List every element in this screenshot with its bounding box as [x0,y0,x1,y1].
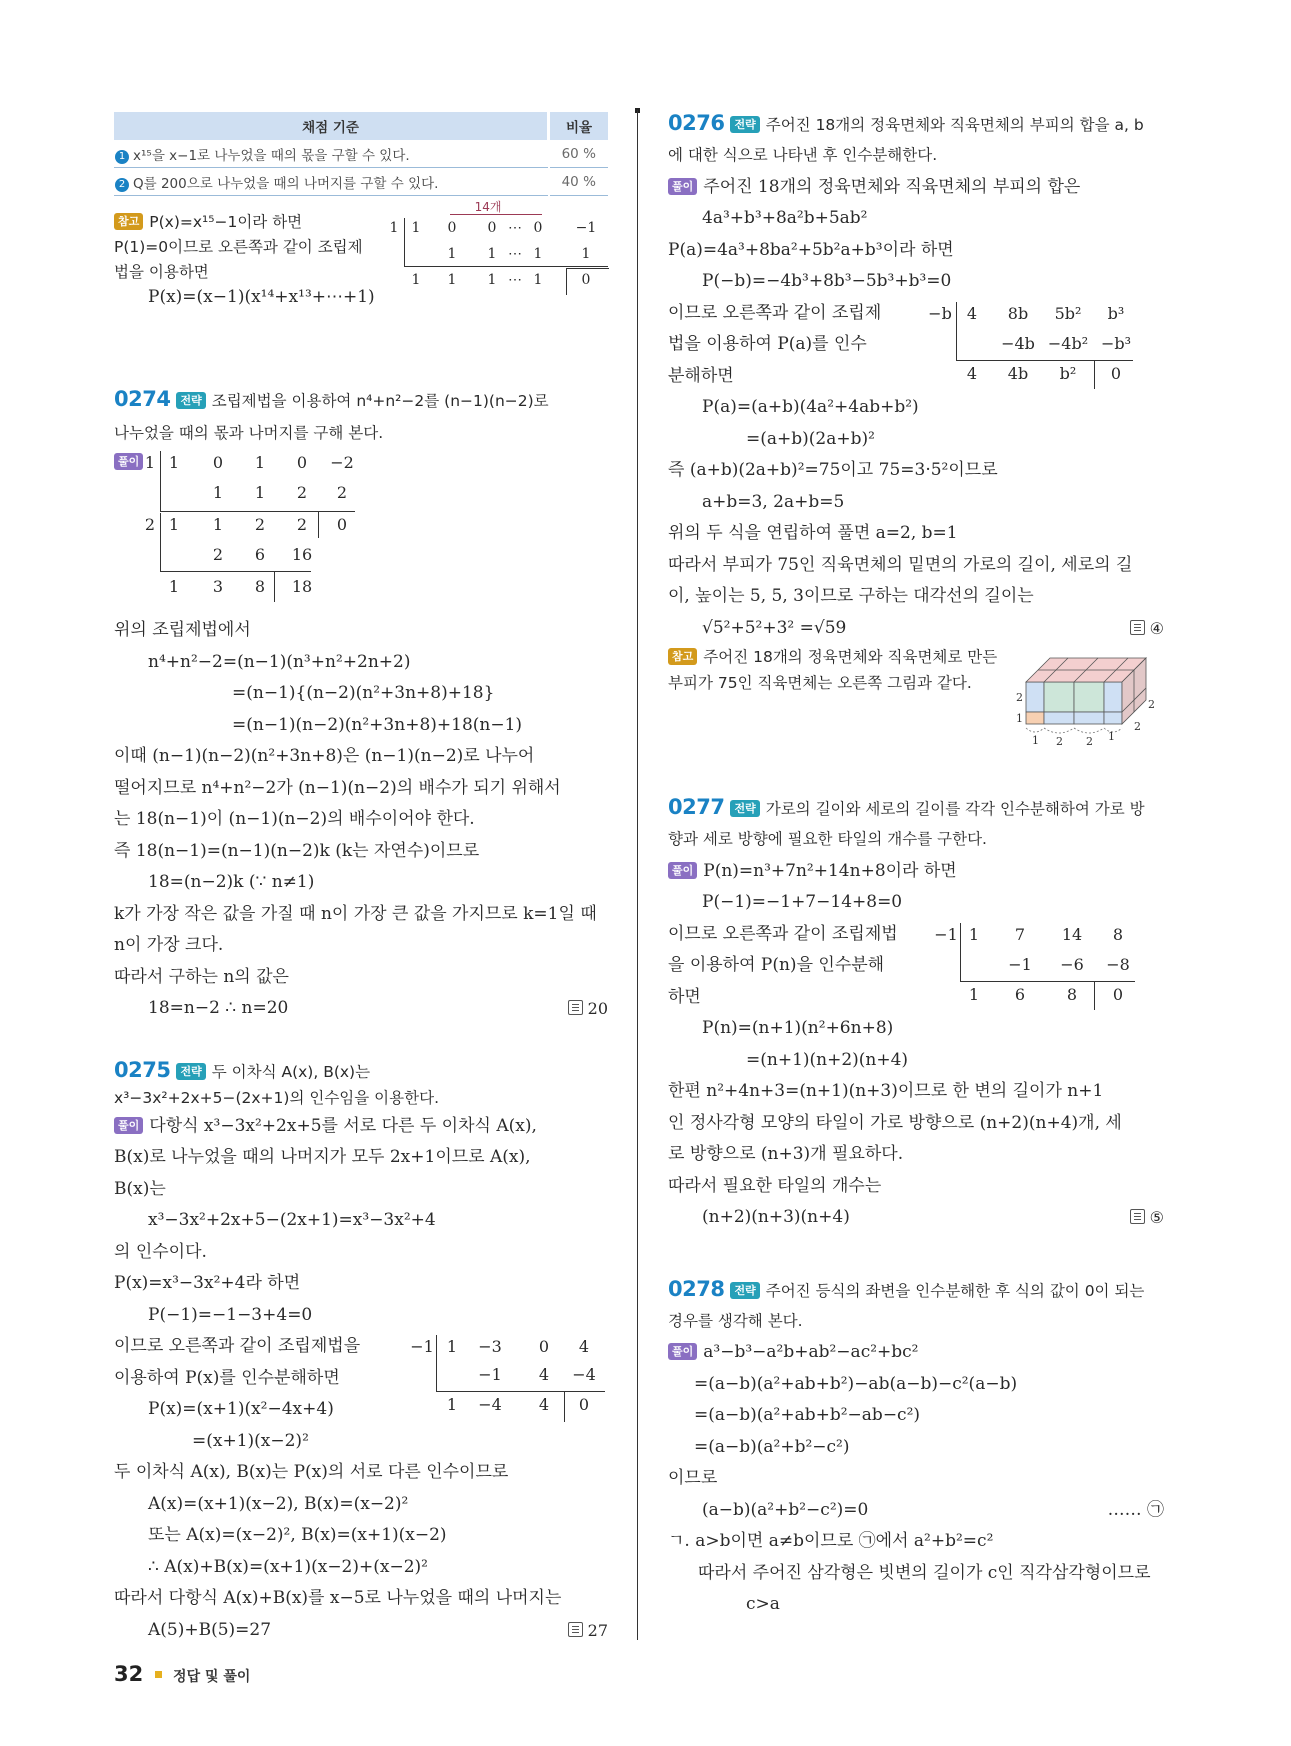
solution-line: 이, 높이는 5, 5, 3이므로 구하는 대각선의 길이는 [668,586,1034,606]
solution-line: 이용하여 P(x)를 인수분해하면 [114,1367,340,1388]
division-bar [956,302,957,360]
problem-0278 [668,1274,1164,1621]
synthetic-division [410,1333,608,1425]
answer-icon [568,1000,583,1015]
solution-line: √5²+5²+3² =√59 [702,617,847,638]
division-rule [404,266,608,267]
answer-value: ④ [1149,618,1164,638]
figure-label: 1 [1016,712,1023,725]
note-0273 [114,200,608,336]
strategy-text: x³−3x²+2x+5−(2x+1)의 인수임을 이용한다. [114,1088,439,1107]
division-value: 14 [1061,924,1083,944]
scoring-rate-cell: 60 % [549,140,609,168]
division-value: −6 [1060,954,1084,974]
solution-line: 로 방향으로 (n+3)개 필요하다. [668,1144,904,1164]
solution-line: 이므로 [668,1468,718,1488]
division-value: 1 [487,272,497,288]
problem-number: 0274 [114,387,171,411]
answer-mark [1130,1202,1164,1234]
figure-label: 2 [1086,735,1093,748]
division-value: 2 [212,545,224,564]
division-value: 8 [254,577,266,596]
page-number: 32 [114,1662,144,1686]
scoring-table [114,112,608,196]
strategy-text: 나누었을 때의 몫과 나머지를 구해 본다. [114,423,384,442]
solution-line: P(a)=4a³+8ba²+5b²a+b³이라 하면 [668,239,954,260]
criteria-text: Q를 200으로 나누었을 때의 나머지를 구할 수 있다. [133,175,439,192]
note-line: P(x)=(x−1)(x¹⁴+x¹³+⋯+1) [148,287,375,307]
division-value: 1 [968,984,980,1004]
division-bar [160,451,161,511]
division-bar [404,218,405,266]
solution-line: 위의 조립제법에서 [114,620,251,640]
solution-line: =(a−b)(a²+ab+b²)−ab(a−b)−c²(a−b) [694,1373,1018,1394]
division-value: 0 [538,1337,550,1356]
division-value: 0 [581,272,591,288]
division-value: 4 [966,303,978,323]
division-value: 6 [254,545,266,564]
solution-line: 인 정사각형 모양의 타일이 가로 방향으로 (n+2)(n+4)개, 세 [668,1112,1122,1133]
division-value: 1 [533,246,543,262]
strategy-text: 경우를 생각해 본다. [668,1311,803,1330]
solution-line: A(x)=(x+1)(x−2), B(x)=(x−2)² [148,1493,409,1514]
division-value: 6 [1014,984,1026,1004]
strategy-text: 향과 세로 방향에 필요한 타일의 개수를 구한다. [668,830,987,848]
synthetic-division [390,198,610,294]
solution-line: ∴ A(x)+B(x)=(x+1)(x−2)+(x−2)² [148,1556,428,1577]
table-row [114,168,608,196]
division-value: 8 [1066,984,1078,1004]
division-value: 0 [578,1395,590,1414]
division-value: ⋯ [508,272,522,288]
solution-line: P(−1)=−1+7−14+8=0 [702,892,903,912]
division-value: 18 [291,577,313,596]
division-text-block [114,1331,608,1426]
strategy-text: 주어진 등식의 좌변을 인수분해한 후 식의 값이 0이 되는 [765,1281,1145,1300]
solution-line: 는 18(n−1)이 (n−1)(n−2)의 배수이어야 한다. [114,809,475,829]
problem-0275 [114,1057,608,1647]
division-value: 1 [168,577,180,596]
remainder-box [566,268,609,295]
solution-line: =(a−b)(a²+b²−c²) [694,1436,850,1457]
solution-line: (n+2)(n+3)(n+4) [702,1207,850,1227]
step-marker: 2 [115,178,129,192]
division-value: −4b² [1047,333,1089,353]
solution-tag: 풀이 [114,1117,143,1134]
division-value: 0 [1112,984,1124,1004]
answer-mark [568,1615,608,1647]
section-label: 정답 및 풀이 [173,1669,251,1685]
solution-tag: 풀이 [114,453,143,470]
problem-number: 0278 [668,1276,725,1301]
scoring-header-criteria: 채점 기준 [114,112,549,140]
synthetic-division [144,449,364,615]
division-value: 1 [447,272,457,288]
strategy-text: 두 이차식 A(x), B(x)는 [211,1062,371,1081]
note-tag: 참고 [114,213,143,230]
solution-line: 법을 이용하여 P(a)를 인수 [668,334,867,354]
division-value: 4 [966,363,978,383]
division-value: 0 [533,220,543,236]
division-divisor: 1 [389,220,399,236]
note-line: P(x)=x¹⁵−1이라 하면 [149,213,303,231]
solution-line: n이 가장 크다. [114,935,224,955]
strategy-tag: 전략 [176,392,205,409]
answer-mark [1130,613,1164,645]
solution-line: 주어진 18개의 정육면체와 직육면체의 부피의 합은 [703,176,1081,197]
solution-line: 이므로 오른쪽과 같이 조립제법을 [114,1336,361,1356]
division-value: 1 [254,483,266,502]
remainder-box [274,571,311,602]
problem-0274 [114,384,608,1025]
answer-value: 27 [587,1620,608,1640]
strategy-text: 주어진 18개의 정육면체와 직육면체의 부피의 합을 a, b [765,116,1144,134]
division-value: −8 [1106,954,1130,974]
division-value: 1 [168,515,180,534]
scoring-criteria-cell [114,140,549,168]
solution-line: P(−b)=−4b³+8b³−5b³+b³=0 [702,271,952,291]
division-value: 4 [538,1395,550,1414]
division-text-block [668,919,1164,1014]
solution-line: 의 인수이다. [114,1241,207,1262]
note-line: P(1)=0이므로 오른쪽과 같이 조립제 [114,238,363,256]
figure-label: 1 [1032,734,1039,747]
division-text-block [668,298,1164,393]
solution-line: 다항식 x³−3x²+2x+5를 서로 다른 두 이차식 A(x), [149,1115,537,1136]
note-line: 부피가 75인 직육면체는 오른쪽 그림과 같다. [668,674,972,692]
solution-tag: 풀이 [668,862,697,879]
figure-label: 1 [1108,730,1115,743]
left-column [114,112,608,1646]
figure-label: 2 [1016,691,1023,704]
division-value: −b³ [1100,333,1132,353]
strategy-tag: 전략 [730,800,759,817]
figure-label: 2 [1148,698,1155,711]
division-value: 1 [411,220,421,236]
synthetic-division [934,921,1134,1011]
page-footer [114,1662,250,1686]
division-value: −1 [478,1365,502,1384]
problem-number: 0277 [668,795,725,819]
solution-line: 따라서 부피가 75인 직육면체의 밑면의 가로의 길이, 세로의 길 [668,554,1133,575]
strategy-text: 조립제법을 이용하여 n⁴+n²−2를 (n−1)(n−2)로 [211,392,549,410]
solution-line: =(x+1)(x−2)² [192,1430,309,1451]
division-value: 8 [1112,924,1124,944]
division-value: 1 [212,515,224,534]
note-line: 법을 이용하면 [114,263,209,281]
solution-line: P(x)=x³−3x²+4라 하면 [114,1273,301,1293]
note-0276 [668,644,1164,752]
answer-icon [1130,1209,1145,1224]
division-value: 0 [1110,363,1122,383]
solution-line: 이때 (n−1)(n−2)(n²+3n+8)은 (n−1)(n−2)로 나누어 [114,746,535,766]
division-value: 16 [291,545,313,564]
problem-0277 [668,792,1164,1234]
solution-tag: 풀이 [668,1343,697,1360]
cuboid-figure [1016,644,1156,748]
solution-line: 따라서 주어진 삼각형은 빗변의 길이가 c인 직각삼각형이므로 [698,1562,1151,1583]
division-value: 1 [168,453,180,472]
brace-label: 14개 [474,200,502,214]
answer-value: ⑤ [1149,1208,1164,1227]
solution-line: c>a [746,1594,780,1614]
division-divisor: −1 [934,924,958,944]
note-line: 주어진 18개의 정육면체와 직육면체로 만든 [703,648,998,666]
division-value: −4 [572,1365,596,1384]
division-bar [436,1335,437,1391]
solution-line: 떨어지므로 n⁴+n²−2가 (n−1)(n−2)의 배수가 되기 위해서 [114,777,561,798]
division-value: 1 [411,272,421,288]
division-value: b³ [1107,303,1125,323]
solution-line: A(5)+B(5)=27 [148,1619,272,1640]
solution-line: B(x)로 나누었을 때의 나머지가 모두 2x+1이므로 A(x), [114,1147,531,1167]
division-value: 7 [1014,924,1026,944]
division-divisor: −1 [410,1337,434,1356]
solution-line: n⁴+n²−2=(n−1)(n³+n²+2n+2) [148,651,411,672]
division-value: 1 [533,272,543,288]
solution-line: 즉 18(n−1)=(n−1)(n−2)k (k는 자연수)이므로 [114,840,480,861]
solution-line: P(−1)=−1−3+4=0 [148,1304,313,1325]
solution-line: 따라서 다항식 A(x)+B(x)를 x−5로 나누었을 때의 나머지는 [114,1588,562,1608]
division-divisor: 1 [144,453,156,472]
division-value: 2 [296,515,308,534]
solution-line: 을 이용하여 P(n)을 인수분해 [668,955,885,975]
footer-bullet [155,1671,162,1678]
solution-line: P(x)=(x+1)(x²−4x+4) [148,1399,334,1419]
scoring-criteria-cell [114,168,549,196]
solution-line: ㄱ. a>b이면 a≠b이므로 ㉠에서 a²+b²=c² [668,1531,994,1551]
solution-line: 이므로 오른쪽과 같이 조립제법 [668,923,898,944]
solution-line: 이므로 오른쪽과 같이 조립제 [668,302,882,323]
solution-line: B(x)는 [114,1178,166,1199]
division-value: 4 [578,1337,590,1356]
problem-number: 0276 [668,111,725,135]
solution-line: 두 이차식 A(x), B(x)는 P(x)의 서로 다른 인수이므로 [114,1462,509,1482]
figure-label: 2 [1056,735,1063,748]
solution-line: x³−3x²+2x+5−(2x+1)=x³−3x²+4 [148,1210,436,1230]
solution-line: a+b=3, 2a+b=5 [702,491,845,512]
division-value: 0 [336,515,348,534]
strategy-text: 가로의 길이와 세로의 길이를 각각 인수분해하여 가로 방 [765,800,1145,818]
division-value: 0 [296,453,308,472]
note-tag: 참고 [668,648,697,665]
column-divider [637,110,638,1640]
remainder-box [1094,981,1135,1010]
solution-line: 즉 (a+b)(2a+b)²=75이고 75=3·5²이므로 [668,460,998,480]
strategy-tag: 전략 [730,1282,759,1299]
division-value: 2 [296,483,308,502]
solution-tag: 풀이 [668,178,697,195]
division-value: −3 [478,1337,502,1356]
division-value: 1 [447,246,457,262]
division-value: 4b [1007,363,1029,383]
division-value: 3 [212,577,224,596]
solution-line: P(n)=(n+1)(n²+6n+8) [702,1018,894,1038]
division-value: ⋯ [508,246,522,262]
solution-line: 따라서 필요한 타일의 개수는 [668,1175,882,1196]
brace-line [450,214,542,215]
division-value: 0 [487,220,497,236]
division-divisor: −b [928,303,952,323]
division-value: 1 [212,483,224,502]
solution-line: (a−b)(a²+b²−c²)=0 [702,1499,869,1520]
solution-line: 18=(n−2)k (∵ n≠1) [148,872,315,892]
division-value: 0 [212,453,224,472]
solution-line: 따라서 구하는 n의 값은 [114,966,289,987]
division-value: 1 [446,1395,458,1414]
division-value: 1 [581,246,591,262]
solution-line: =(a+b)(2a+b)² [746,428,875,449]
figure-label: 2 [1134,720,1141,733]
division-value: b² [1059,363,1077,383]
division-value: 2 [336,483,348,502]
solution-line: 하면 [668,986,701,1007]
division-value: −1 [575,220,597,236]
division-value: 1 [968,924,980,944]
right-column [668,108,1164,1621]
division-value: 5b² [1054,303,1082,323]
division-bar [960,923,961,981]
solution-line: 한편 n²+4n+3=(n+1)(n+3)이므로 한 변의 길이가 n+1 [668,1081,1104,1101]
solution-line: 위의 두 식을 연립하여 풀면 a=2, b=1 [668,523,958,543]
division-value: −1 [1008,954,1032,974]
problem-number: 0275 [114,1057,171,1082]
solution-line: =(n+1)(n+2)(n+4) [746,1049,909,1070]
solution-line: 또는 A(x)=(x−2)², B(x)=(x+1)(x−2) [148,1525,447,1545]
division-value: 2 [254,515,266,534]
solution-line: 4a³+b³+8a²b+5ab² [702,208,868,228]
solution-line: a³−b³−a²b+ab²−ac²+bc² [703,1342,919,1362]
solution-line: =(n−1){(n−2)(n²+3n+8)+18} [232,683,495,703]
answer-mark [568,993,608,1025]
division-value: 1 [254,453,266,472]
solution-line: k가 가장 작은 값을 가질 때 n이 가장 큰 값을 가지므로 k=1일 때 [114,903,597,924]
table-row [114,140,608,168]
division-value: 1 [487,246,497,262]
strategy-text: 에 대한 식으로 나타낸 후 인수분해한다. [668,146,938,164]
strategy-tag: 전략 [730,116,759,133]
solution-division-block [114,449,608,615]
equation-label: …… ㉠ [1107,1499,1164,1520]
division-value: −4b [1001,333,1035,353]
division-divisor: 2 [144,515,156,534]
division-value: ⋯ [508,220,522,236]
scoring-header-rate: 비율 [549,112,609,140]
division-value: 8b [1007,303,1029,323]
division-value: 1 [446,1337,458,1356]
remainder-box [564,1391,605,1422]
solution-line: 분해하면 [668,365,734,386]
division-value: −4 [478,1395,502,1414]
remainder-box [1094,360,1133,389]
solution-line: P(a)=(a+b)(4a²+4ab+b²) [702,397,919,417]
problem-0276 [668,108,1164,752]
solution-line: =(n−1)(n−2)(n²+3n+8)+18(n−1) [232,714,523,735]
answer-icon [568,1622,583,1637]
strategy-tag: 전략 [176,1063,205,1080]
criteria-text: x¹⁵을 x−1로 나누었을 때의 몫을 구할 수 있다. [133,147,410,164]
solution-line: 18=n−2 ∴ n=20 [148,998,289,1018]
answer-value: 20 [587,999,608,1018]
division-value: 0 [447,220,457,236]
scoring-rate-cell: 40 % [549,168,609,196]
remainder-box [318,511,355,538]
division-bar [160,513,161,571]
solution-line: =(a−b)(a²+ab+b²−ab−c²) [694,1405,921,1425]
answer-icon [1130,620,1145,635]
synthetic-division [926,300,1132,390]
step-marker: 1 [115,150,129,164]
division-value: −2 [330,453,354,472]
solution-line: P(n)=n³+7n²+14n+8이라 하면 [703,860,957,881]
division-value: 4 [538,1365,550,1384]
